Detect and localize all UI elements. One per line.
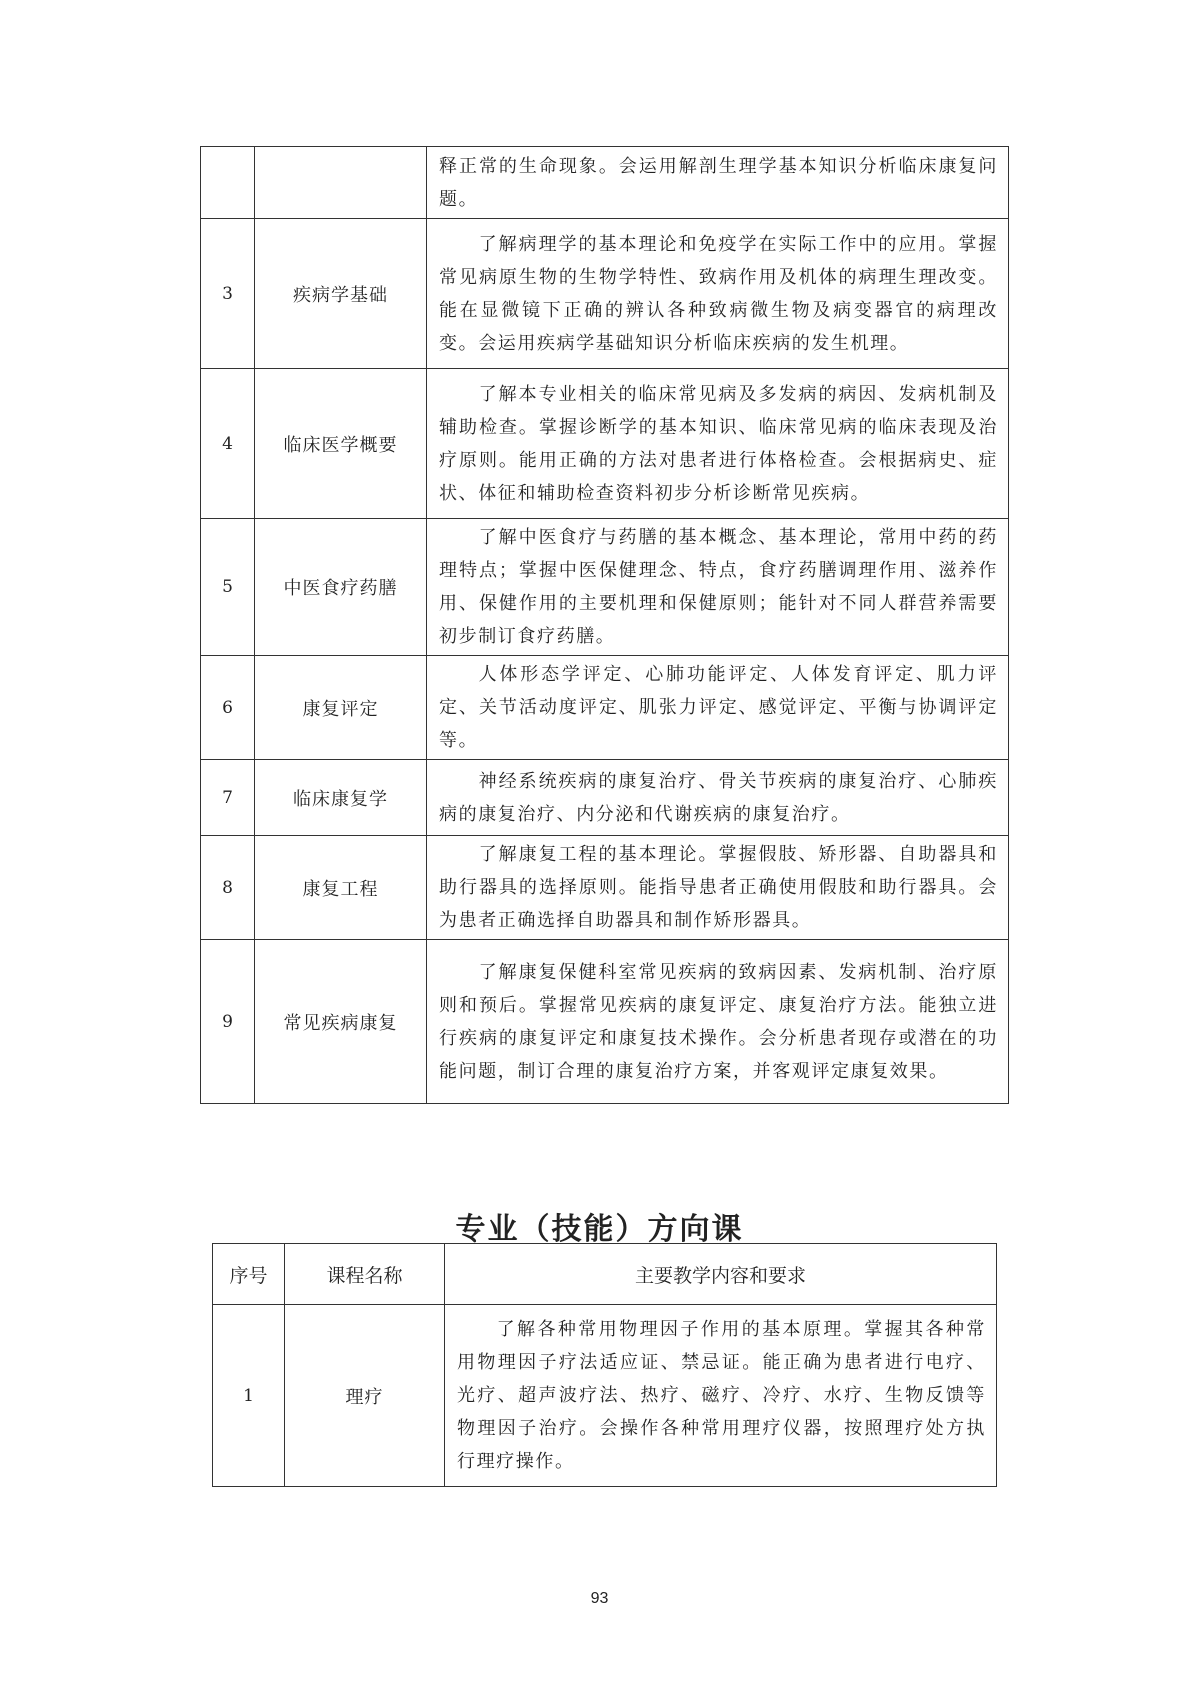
course-description: 了解本专业相关的临床常见病及多发病的病因、发病机制及辅助检查。掌握诊断学的基本知识、临床常见病的临床表现及治疗原则。能用正确的方法对患者进行体格检查。会根据病史、症状、体征和辅助检查资料初步分析诊断常见疾病。	[439, 383, 998, 504]
course-name: 常见疾病康复	[255, 940, 427, 1104]
table-row	[201, 519, 1009, 656]
course-name: 中医食疗药膳	[255, 519, 427, 656]
row-number: 1	[213, 1305, 285, 1487]
course-description: 了解各种常用物理因子作用的基本原理。掌握其各种常用物理因子疗法适应证、禁忌证。能正确为患者进行电疗、光疗、超声波疗法、热疗、磁疗、冷疗、水疗、生物反馈等物理因子治疗。会操作各种常用理疗仪器，按照理疗处方执行理疗操作。	[457, 1319, 986, 1472]
course-description: 神经系统疾病的康复治疗、骨关节疾病的康复治疗、心肺疾病的康复治疗、内分泌和代谢疾病的康复治疗。	[439, 770, 998, 825]
row-number: 6	[201, 656, 255, 760]
course-description: 人体形态学评定、心肺功能评定、人体发育评定、肌力评定、关节活动度评定、肌张力评定、感觉评定、平衡与协调评定等。	[439, 664, 998, 751]
row-number: 5	[201, 519, 255, 656]
course-table-continued	[200, 146, 1009, 1104]
header-content: 主要教学内容和要求	[445, 1244, 997, 1305]
course-description: 释正常的生命现象。会运用解剖生理学基本知识分析临床康复问题。	[439, 155, 998, 210]
row-number: 7	[201, 760, 255, 836]
header-number: 序号	[213, 1244, 285, 1305]
section-title: 专业（技能）方向课	[455, 1212, 744, 1247]
course-name	[255, 147, 427, 219]
row-number: 4	[201, 369, 255, 519]
course-name: 临床康复学	[255, 760, 427, 836]
course-name: 临床医学概要	[255, 369, 427, 519]
course-name: 康复评定	[255, 656, 427, 760]
row-number: 3	[201, 219, 255, 369]
course-description: 了解康复保健科室常见疾病的致病因素、发病机制、治疗原则和预后。掌握常见疾病的康复评定、康复治疗方法。能独立进行疾病的康复评定和康复技术操作。会分析患者现存或潜在的功能问题，制订合理的康复治疗方案，并客观评定康复效果。	[439, 961, 998, 1082]
table-row	[201, 836, 1009, 940]
table-row	[201, 656, 1009, 760]
course-name: 理疗	[285, 1305, 445, 1487]
course-description: 了解中医食疗与药膳的基本概念、基本理论，常用中药的药理特点；掌握中医保健理念、特点，食疗药膳调理作用、滋养作用、保健作用的主要机理和保健原则；能针对不同人群营养需要初步制订食疗药膳。	[439, 527, 998, 647]
table-row	[201, 940, 1009, 1104]
table-row	[213, 1305, 997, 1487]
row-number	[201, 147, 255, 219]
table-header-row	[213, 1244, 997, 1305]
page-number: 93	[590, 1590, 609, 1607]
table-row	[201, 147, 1009, 219]
course-name: 疾病学基础	[255, 219, 427, 369]
course-description: 了解病理学的基本理论和免疫学在实际工作中的应用。掌握常见病原生物的生物学特性、致病作用及机体的病理生理改变。能在显微镜下正确的辨认各种致病微生物及病变器官的病理改变。会运用疾病学基础知识分析临床疾病的发生机理。	[439, 233, 998, 354]
header-course-name: 课程名称	[285, 1244, 445, 1305]
table-row	[201, 760, 1009, 836]
table-row	[201, 219, 1009, 369]
course-description: 了解康复工程的基本理论。掌握假肢、矫形器、自助器具和助行器具的选择原则。能指导患者正确使用假肢和助行器具。会为患者正确选择自助器具和制作矫形器具。	[439, 844, 998, 931]
course-name: 康复工程	[255, 836, 427, 940]
specialty-course-table	[212, 1243, 997, 1487]
table-row	[201, 369, 1009, 519]
row-number: 9	[201, 940, 255, 1104]
row-number: 8	[201, 836, 255, 940]
